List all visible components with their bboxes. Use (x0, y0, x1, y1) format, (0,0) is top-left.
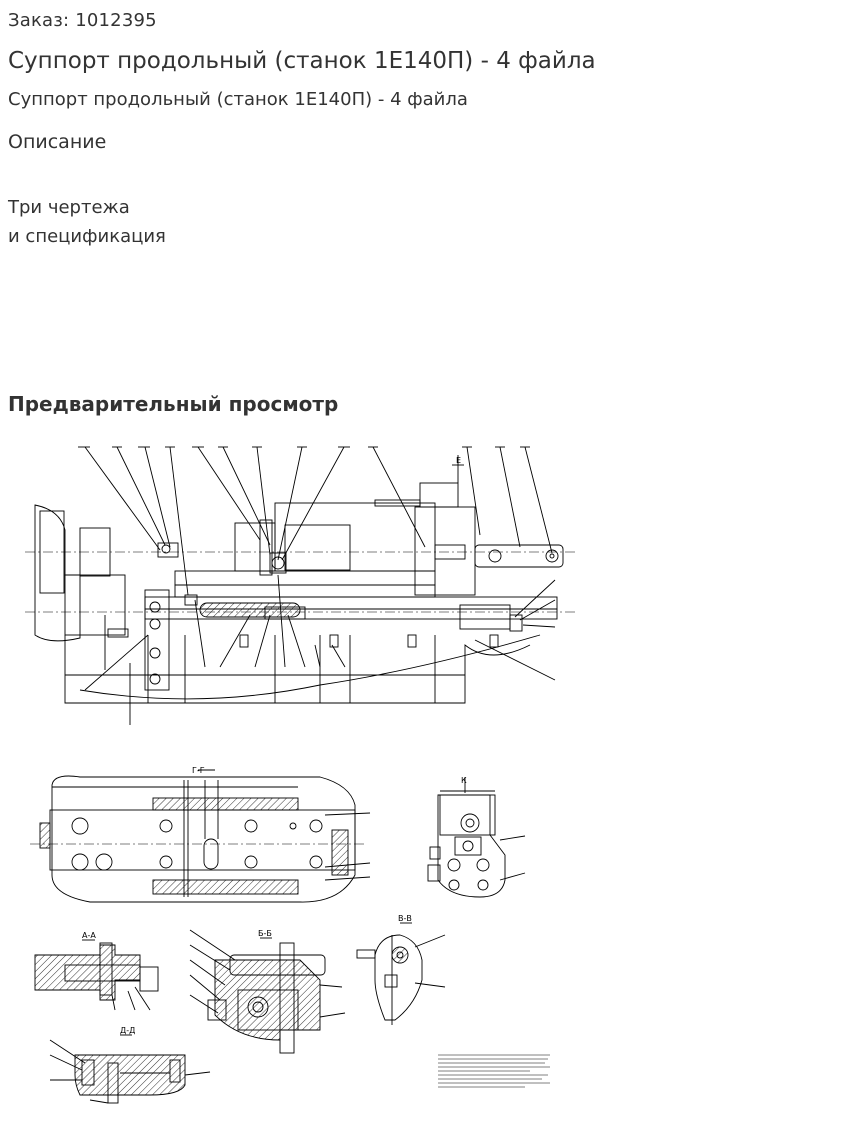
page-title: Суппорт продольный (станок 1Е140П) - 4 файла (8, 48, 596, 74)
main-view (25, 447, 575, 725)
label-section-vv: В-В (398, 914, 412, 923)
section-dd (50, 1035, 210, 1103)
technical-drawing-preview (20, 435, 580, 1115)
label-section-dd: Д-Д (120, 1026, 136, 1035)
page-subtitle: Суппорт продольный (станок 1Е140П) - 4 файла (8, 89, 468, 110)
description-line: и спецификация (8, 226, 166, 247)
preview-heading: Предварительный просмотр (8, 392, 339, 416)
label-view-k: К (461, 776, 467, 785)
section-bb (190, 930, 345, 1053)
description-heading: Описание (8, 131, 107, 153)
label-section-bb: Б-Б (258, 929, 272, 938)
view-k (428, 777, 525, 897)
order-number: Заказ: 1012395 (8, 10, 157, 31)
technical-notes (438, 1055, 550, 1087)
label-view-e: Е (456, 456, 462, 465)
drawing-svg (20, 435, 580, 1115)
label-section-gg: Г-Г (192, 766, 205, 775)
section-view-gg (30, 770, 370, 902)
label-section-aa: А-А (82, 931, 96, 940)
section-aa (35, 940, 158, 1010)
description-line: Три чертежа (8, 197, 130, 218)
description-text (8, 193, 166, 251)
section-vv (357, 923, 445, 1025)
